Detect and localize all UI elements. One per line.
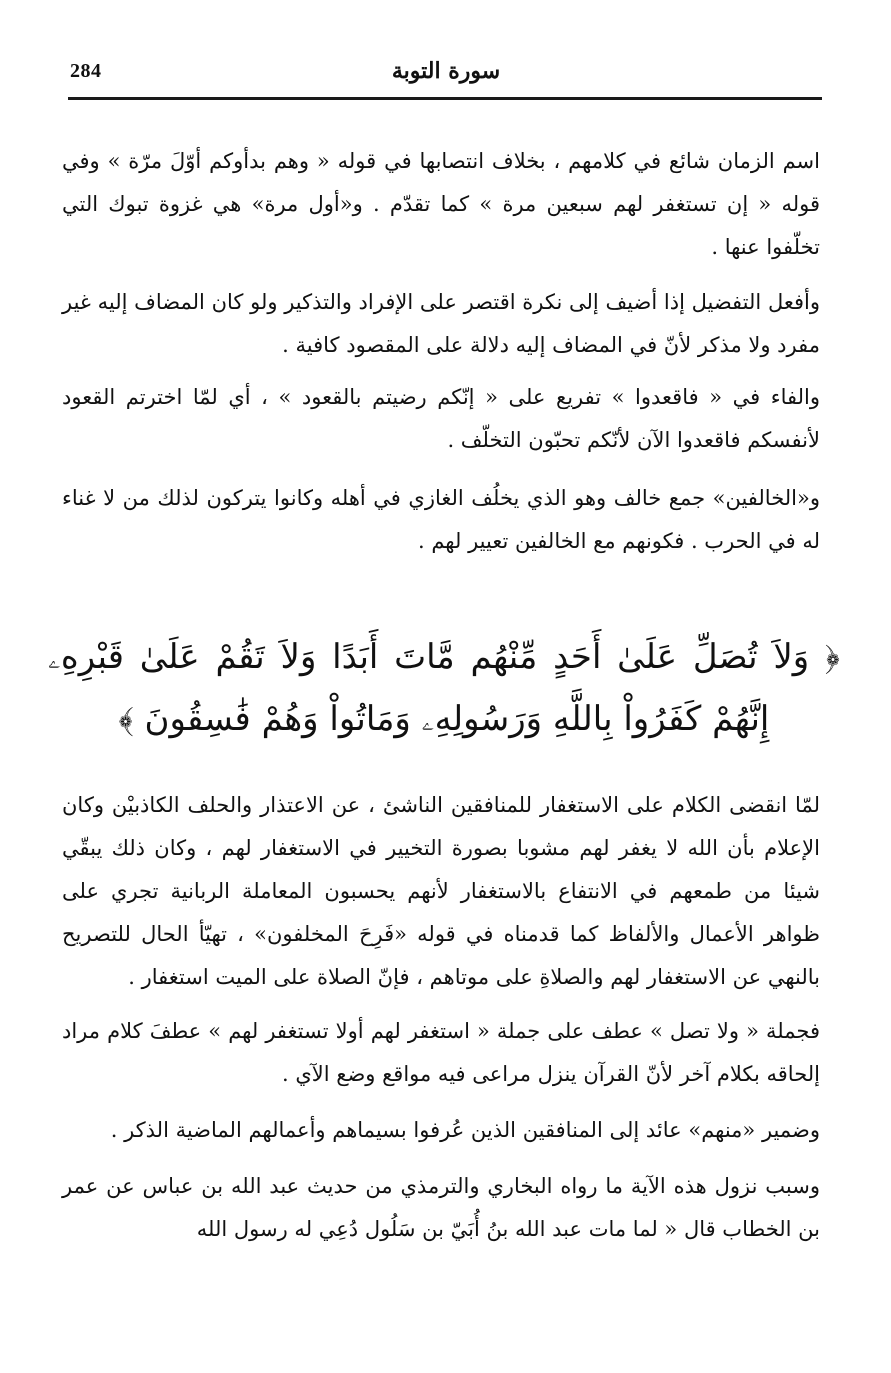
paragraph-2: وأفعل التفضيل إذا أضيف إلى نكرة اقتصر على الإفراد والتذكير ولو كان المضاف إليه غير مفرد ولا مذكر لأنّ في المضاف إليه دلالة على المقصود كافية . <box>62 290 820 357</box>
page-number: 284 <box>70 60 102 82</box>
page-header <box>70 52 822 98</box>
paragraph-3: والفاء في « فاقعدوا » تفريع على « إنّكم رضيتم بالقعود » ، أي لمّا اخترتم القعود لأنفسكم فاقعدوا الآن لأنّكم تحبّون التخلّف . <box>62 385 820 452</box>
header-rule <box>68 97 822 100</box>
running-title: سورة التوبة <box>391 58 501 84</box>
paragraph-1: اسم الزمان شائع في كلامهم ، بخلاف انتصابها في قوله « وهم بدأوكم أوّلَ مرّة » وفي قوله « إن تستغفر لهم سبعين مرة » كما تقدّم . و«أول مرة» هي غزوة تبوك التي تخلّفوا عنها . <box>62 149 820 259</box>
paragraph-8: وسبب نزول هذه الآية ما رواه البخاري والترمذي من حديث عبد الله بن عباس عن عمر بن الخطاب قال « لما مات عبد الله بنُ أُبَيّ بن سَلُول دُعِي له رسول الله <box>62 1174 820 1241</box>
paragraph-4: و«الخالفين» جمع خالف وهو الذي يخلُف الغازي في أهله وكانوا يتركون لذلك من لا غناء له في الحرب . فكونهم مع الخالفين تعيير لهم . <box>62 486 820 553</box>
paragraph-7: وضمير «منهم» عائد إلى المنافقين الذين عُرفوا بسيماهم وأعمالهم الماضية الذكر . <box>110 1118 820 1142</box>
paragraph-5: لمّا انقضى الكلام على الاستغفار للمنافقين الناشئ ، عن الاعتذار والحلف الكاذبيْن وكان الإعلام بأن الله لا يغفر لهم مشوبا بصورة التخيير في الاستغفار لهم ، وكان ذلك يبقّي شيئا من طمعهم في الانتفاع بالاستغفار لأنهم يحسبون المعاملة الربانية تجري على ظواهر الأعمال والألفاظ كما قدمناه في قوله «فَرِحَ المخلفون» ، تهيّأ الحال للتصريح بالنهي عن الاستغفار لهم والصلاةِ على موتاهم ، فإنّ الصلاة على الميت استغفار . <box>62 793 820 989</box>
quran-verse: ﴿ وَلاَ تُصَلِّ عَلَىٰ أَحَدٍ مِّنْهُم مَّاتَ أَبَدًا وَلاَ تَقُمْ عَلَىٰ قَبْرِهِۦ إِنَّهُمْ كَفَرُواْ بِاللَّهِ وَرَسُولِهِۦ وَمَاتُواْ وَهُمْ فَٰسِقُونَ ﴾ <box>48 637 840 739</box>
paragraph-6: فجملة « ولا تصل » عطف على جملة « استغفر لهم أولا تستغفر لهم » عطفَ كلام مراد إلحاقه بكلام آخر لأنّ القرآن ينزل مراعى فيه مواقع وضع الآي . <box>62 1019 820 1086</box>
